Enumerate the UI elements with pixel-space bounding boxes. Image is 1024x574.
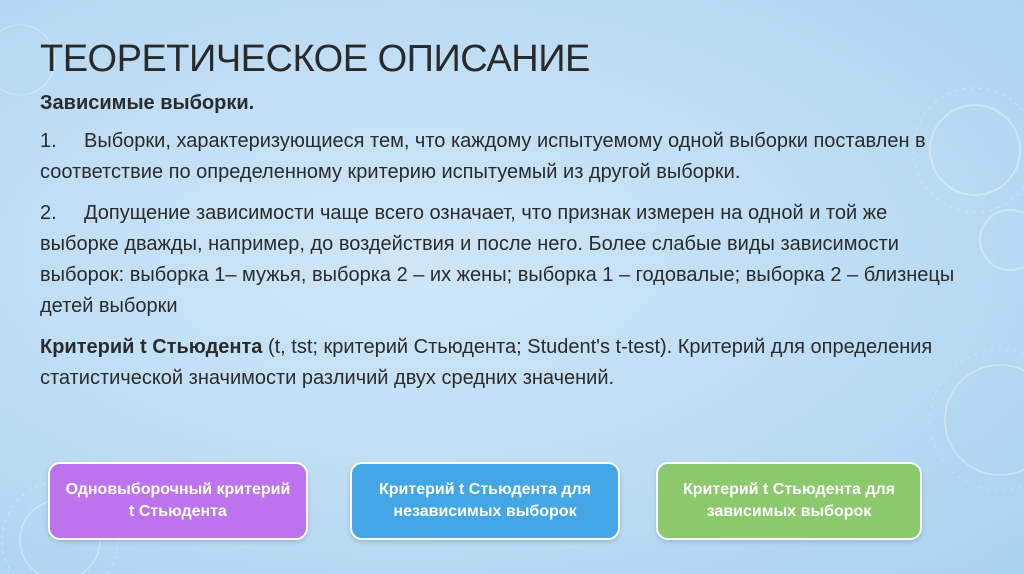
card-label: Критерий t Стьюдента для независимых выборок: [378, 481, 591, 520]
slide-subtitle: Зависимые выборки.: [40, 92, 255, 114]
card-one-sample[interactable]: [48, 462, 308, 540]
list-item-number: 1.: [40, 130, 57, 152]
card-independent[interactable]: [350, 462, 620, 540]
slide-title: ТЕОРЕТИЧЕСКОЕ ОПИСАНИЕ: [40, 38, 590, 80]
card-label: Одновыборочный критерий t Стьюдента: [65, 481, 291, 520]
definition-term: Критерий t Стьюдента: [40, 336, 263, 358]
definition-text: (t, tst; критерий Стьюдента; Student's t-test). Критерий для определения статистической значимости различий двух средних значений.: [40, 336, 933, 389]
list-item-text: Выборки, характеризующиеся тем, что каждому испытуемому одной выборки поставлен в соответствие по определенному критерию испытуемый из другой выборки.: [40, 130, 926, 183]
list-item: [40, 126, 970, 188]
card-label: Критерий t Стьюдента для зависимых выборок: [682, 481, 895, 520]
slide-content: [40, 36, 970, 404]
definition-paragraph: [40, 332, 970, 394]
list-item-number: 2.: [40, 202, 57, 224]
card-dependent[interactable]: [656, 462, 922, 540]
card-row: [0, 462, 1024, 542]
list-item-text: Допущение зависимости чаще всего означает, что признак измерен на одной и той же выборке дважды, например, до воздействия и после него. Более слабые виды зависимости выборок: выборка 1– мужья, выборка 2 – их жены; выборка 1 – годовалые; выборка 2 – близнецы детей выборки: [40, 202, 955, 317]
list-item: [40, 198, 970, 322]
